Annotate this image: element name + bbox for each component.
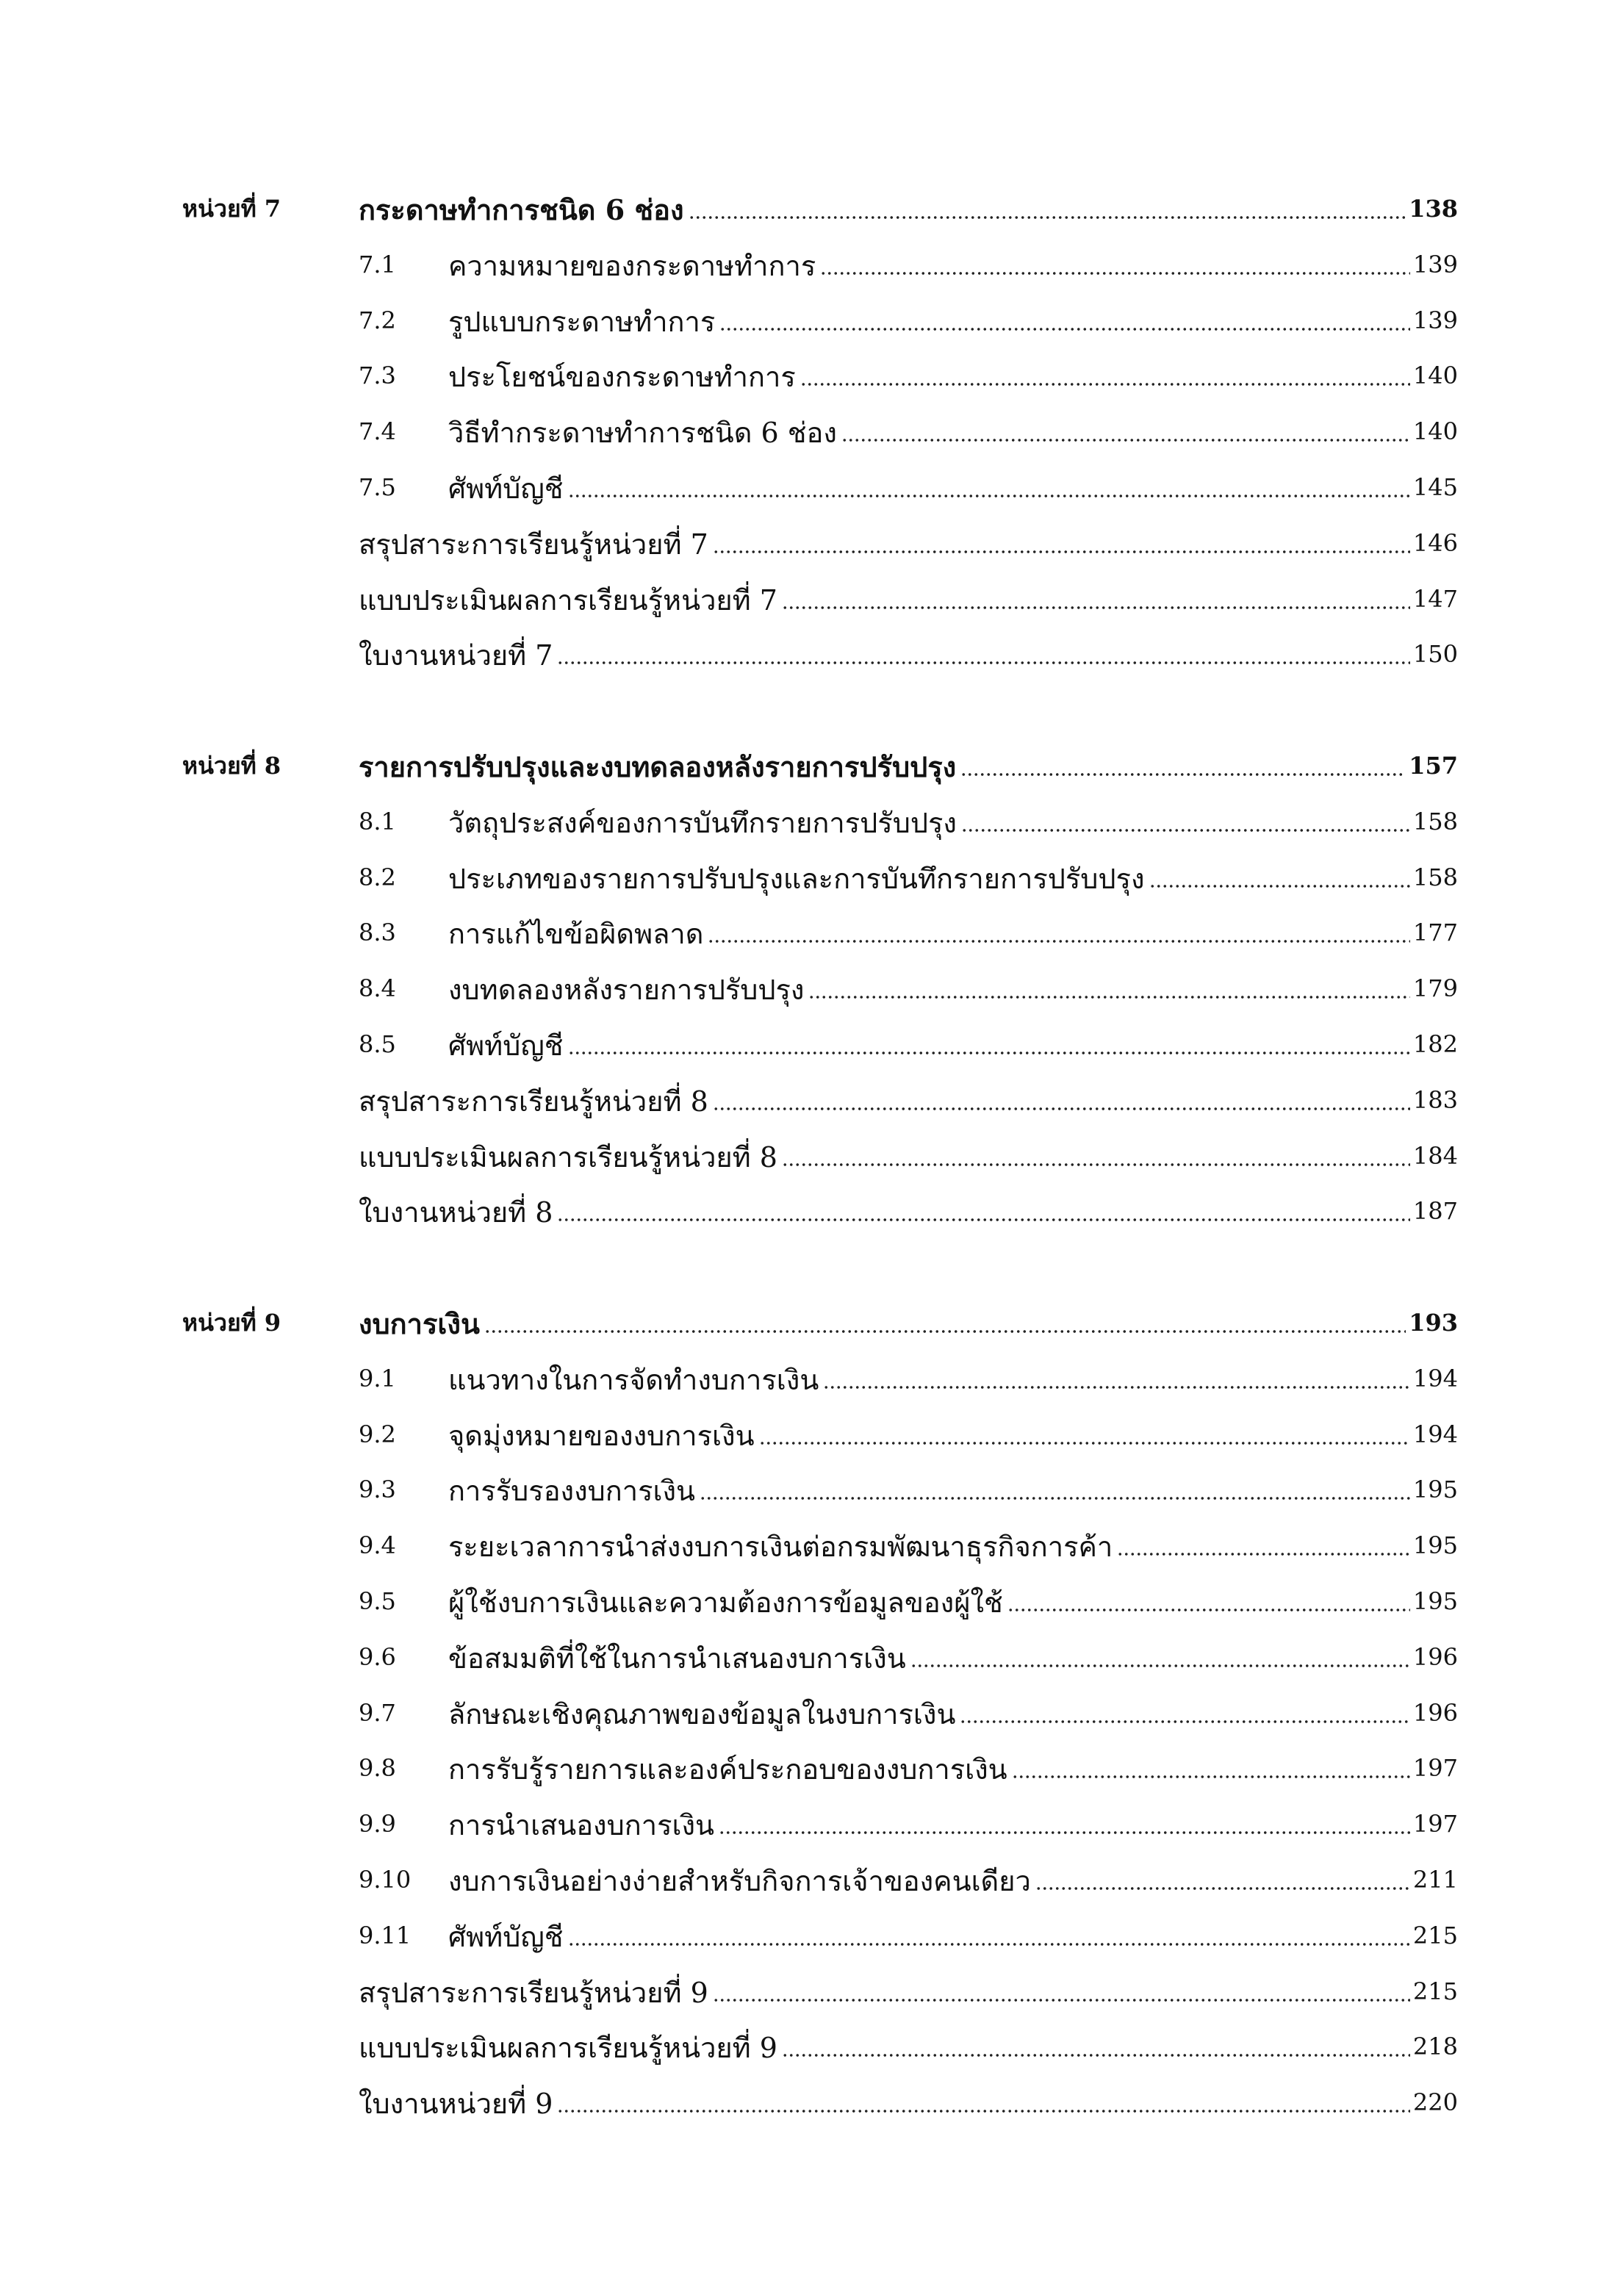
dot-leader bbox=[713, 1106, 1410, 1112]
dot-leader bbox=[960, 1719, 1410, 1725]
page-number: 211 bbox=[1412, 1866, 1458, 1894]
dot-leader bbox=[782, 605, 1410, 611]
entry-title: ใบงานหน่วยที่ 9 bbox=[359, 2088, 553, 2121]
toc-extra-entry[interactable] bbox=[359, 2010, 1458, 2066]
dot-leader bbox=[719, 326, 1410, 332]
section-number: 9.6 bbox=[359, 1642, 396, 1671]
dot-leader bbox=[713, 549, 1410, 555]
dot-leader bbox=[759, 1440, 1410, 1446]
dot-leader bbox=[841, 437, 1410, 443]
page-number: 193 bbox=[1409, 1309, 1458, 1337]
toc-section-entry[interactable] bbox=[359, 1732, 1458, 1787]
toc-section-entry[interactable] bbox=[359, 1343, 1458, 1398]
section-title: ความหมายของกระดาษทำการ bbox=[448, 249, 816, 282]
section-number: 9.5 bbox=[359, 1587, 396, 1615]
entry-title: แบบประเมินผลการเรียนรู้หน่วยที่ 8 bbox=[359, 1140, 777, 1174]
page-number: 147 bbox=[1412, 584, 1458, 613]
toc-section-entry[interactable] bbox=[359, 1621, 1458, 1676]
toc-section-entry[interactable] bbox=[359, 284, 1458, 339]
section-title: จุดมุ่งหมายของงบการเงิน bbox=[448, 1419, 755, 1452]
dot-leader bbox=[568, 1050, 1410, 1056]
section-number: 8.5 bbox=[359, 1030, 396, 1058]
toc-section-entry[interactable] bbox=[359, 896, 1458, 952]
toc-section-entry[interactable] bbox=[359, 786, 1458, 841]
toc-section-entry[interactable] bbox=[359, 1788, 1458, 1843]
page-number: 196 bbox=[1412, 1642, 1458, 1671]
entry-title: สรุปสาระการเรียนรู้หน่วยที่ 8 bbox=[359, 1085, 708, 1118]
section-title: ระยะเวลาการนำส่งงบการเงินต่อกรมพัฒนาธุรกิจการค้า bbox=[448, 1531, 1113, 1564]
toc-section-entry[interactable] bbox=[359, 952, 1458, 1007]
toc-section-entry[interactable] bbox=[359, 1844, 1458, 1899]
toc-extra-entry[interactable] bbox=[359, 618, 1458, 673]
dot-leader bbox=[782, 1162, 1410, 1168]
dot-leader bbox=[700, 1495, 1410, 1501]
section-number: 7.1 bbox=[359, 250, 396, 278]
page-number: 140 bbox=[1412, 362, 1458, 390]
page-number: 194 bbox=[1412, 1420, 1458, 1448]
dot-leader bbox=[820, 270, 1410, 276]
page-number: 177 bbox=[1412, 919, 1458, 947]
section-number: 8.3 bbox=[359, 919, 396, 947]
toc-unit-heading[interactable] bbox=[182, 730, 1458, 785]
dot-leader bbox=[1012, 1774, 1410, 1780]
section-number: 9.3 bbox=[359, 1476, 396, 1504]
page-number: 187 bbox=[1412, 1197, 1458, 1226]
toc-section-entry[interactable] bbox=[359, 1677, 1458, 1732]
section-number: 9.4 bbox=[359, 1531, 396, 1560]
dot-leader bbox=[568, 493, 1410, 499]
section-number: 8.2 bbox=[359, 863, 396, 891]
section-title: การนำเสนองบการเงิน bbox=[448, 1809, 715, 1842]
unit-label: หน่วยที่ 9 bbox=[182, 1309, 281, 1337]
section-title: ศัพท์บัญชี bbox=[448, 1029, 564, 1062]
entry-title: ใบงานหน่วยที่ 8 bbox=[359, 1196, 553, 1229]
dot-leader bbox=[961, 827, 1410, 833]
section-number: 9.8 bbox=[359, 1754, 396, 1783]
toc-extra-entry[interactable] bbox=[359, 2066, 1458, 2121]
dot-leader bbox=[910, 1663, 1410, 1669]
dot-leader bbox=[1035, 1886, 1410, 1891]
dot-leader bbox=[557, 1217, 1409, 1223]
section-title: วัตถุประสงค์ของการบันทึกรายการปรับปรุง bbox=[448, 806, 957, 839]
dot-leader bbox=[1007, 1607, 1410, 1613]
entry-title: ใบงานหน่วยที่ 7 bbox=[359, 639, 553, 672]
entry-title: สรุปสาระการเรียนรู้หน่วยที่ 7 bbox=[359, 528, 708, 561]
page-number: 146 bbox=[1412, 528, 1458, 557]
toc-section-entry[interactable] bbox=[359, 1453, 1458, 1509]
toc-extra-entry[interactable] bbox=[359, 1175, 1458, 1230]
page-number: 182 bbox=[1412, 1030, 1458, 1058]
page-number: 139 bbox=[1412, 306, 1458, 334]
dot-leader bbox=[689, 215, 1406, 220]
unit-title: งบการเงิน bbox=[359, 1307, 480, 1340]
toc-unit-heading[interactable] bbox=[182, 1287, 1458, 1342]
entry-title: แบบประเมินผลการเรียนรู้หน่วยที่ 9 bbox=[359, 2032, 777, 2065]
section-number: 9.11 bbox=[359, 1921, 412, 1949]
section-number: 9.1 bbox=[359, 1364, 396, 1392]
section-number: 9.7 bbox=[359, 1698, 396, 1727]
page-number: 183 bbox=[1412, 1085, 1458, 1114]
section-number: 8.1 bbox=[359, 807, 396, 835]
toc-section-entry[interactable] bbox=[359, 841, 1458, 896]
toc-extra-entry[interactable] bbox=[359, 1064, 1458, 1119]
toc-section-entry[interactable] bbox=[359, 1398, 1458, 1453]
page-number: 220 bbox=[1412, 2088, 1458, 2117]
dot-leader bbox=[484, 1329, 1406, 1334]
page-number: 138 bbox=[1409, 195, 1458, 223]
toc-extra-entry[interactable] bbox=[359, 507, 1458, 562]
toc-unit-heading[interactable] bbox=[182, 173, 1458, 228]
toc-section-entry[interactable] bbox=[359, 1900, 1458, 1955]
dot-leader bbox=[808, 994, 1409, 1000]
page-number: 195 bbox=[1412, 1476, 1458, 1504]
dot-leader bbox=[568, 1941, 1410, 1947]
section-title: การรับรองงบการเงิน bbox=[448, 1475, 696, 1508]
section-number: 9.10 bbox=[359, 1866, 412, 1894]
section-number: 9.9 bbox=[359, 1810, 396, 1839]
page-number: 197 bbox=[1412, 1810, 1458, 1839]
toc-section-entry[interactable] bbox=[359, 451, 1458, 506]
page-number: 196 bbox=[1412, 1698, 1458, 1727]
section-title: ประเภทของรายการปรับปรุงและการบันทึกรายการปรับปรุง bbox=[448, 862, 1145, 895]
toc-section-entry[interactable] bbox=[359, 339, 1458, 395]
section-number: 7.2 bbox=[359, 306, 396, 334]
section-title: การแก้ไขข้อผิดพลาด bbox=[448, 918, 704, 951]
page-number: 184 bbox=[1412, 1141, 1458, 1170]
page-number: 179 bbox=[1412, 974, 1458, 1003]
toc-extra-entry[interactable] bbox=[359, 1955, 1458, 2010]
page-number: 145 bbox=[1412, 473, 1458, 501]
page-number: 195 bbox=[1412, 1587, 1458, 1615]
section-number: 7.5 bbox=[359, 473, 396, 501]
unit-title: กระดาษทำการชนิด 6 ช่อง bbox=[359, 193, 684, 226]
entry-title: สรุปสาระการเรียนรู้หน่วยที่ 9 bbox=[359, 1976, 708, 2009]
dot-leader bbox=[800, 381, 1410, 387]
dot-leader bbox=[960, 772, 1406, 777]
dot-leader bbox=[1149, 883, 1410, 889]
page-number: 158 bbox=[1412, 807, 1458, 835]
page-number: 215 bbox=[1412, 1921, 1458, 1949]
section-number: 9.2 bbox=[359, 1420, 396, 1448]
section-title: ศัพท์บัญชี bbox=[448, 472, 564, 505]
page-number: 195 bbox=[1412, 1531, 1458, 1560]
section-title: งบทดลองหลังรายการปรับปรุง bbox=[448, 974, 805, 1007]
dot-leader bbox=[708, 938, 1409, 944]
page-number: 215 bbox=[1412, 1977, 1458, 2005]
section-number: 7.3 bbox=[359, 362, 396, 390]
page-number: 157 bbox=[1409, 752, 1458, 780]
page-number: 158 bbox=[1412, 863, 1458, 891]
section-title: ข้อสมมติที่ใช้ในการนำเสนองบการเงิน bbox=[448, 1642, 906, 1675]
toc-section-entry[interactable] bbox=[359, 1008, 1458, 1063]
dot-leader bbox=[719, 1830, 1410, 1836]
unit-title: รายการปรับปรุงและงบทดลองหลังรายการปรับปรุง bbox=[359, 750, 957, 783]
section-title: ศัพท์บัญชี bbox=[448, 1920, 564, 1953]
section-number: 7.4 bbox=[359, 417, 396, 446]
section-title: แนวทางในการจัดทำงบการเงิน bbox=[448, 1363, 819, 1396]
section-title: ผู้ใช้งบการเงินและความต้องการข้อมูลของผู้ใช้ bbox=[448, 1586, 1003, 1619]
section-title: ประโยชน์ของกระดาษทำการ bbox=[448, 361, 796, 394]
page-number: 197 bbox=[1412, 1754, 1458, 1783]
page-number: 140 bbox=[1412, 417, 1458, 446]
dot-leader bbox=[1117, 1551, 1410, 1557]
toc-section-entry[interactable] bbox=[359, 229, 1458, 284]
dot-leader bbox=[713, 1997, 1410, 2003]
section-title: ลักษณะเชิงคุณภาพของข้อมูลในงบการเงิน bbox=[448, 1697, 956, 1730]
dot-leader bbox=[782, 2052, 1410, 2058]
toc-section-entry[interactable] bbox=[359, 1509, 1458, 1564]
section-title: งบการเงินอย่างง่ายสำหรับกิจการเจ้าของคนเดียว bbox=[448, 1865, 1031, 1897]
toc-extra-entry[interactable] bbox=[359, 563, 1458, 618]
section-title: การรับรู้รายการและองค์ประกอบของงบการเงิน bbox=[448, 1753, 1007, 1786]
page-number: 150 bbox=[1412, 640, 1458, 669]
section-title: วิธีทำกระดาษทำการชนิด 6 ช่อง bbox=[448, 417, 837, 450]
section-title: รูปแบบกระดาษทำการ bbox=[448, 305, 716, 338]
toc-section-entry[interactable] bbox=[359, 1565, 1458, 1620]
dot-leader bbox=[557, 2108, 1409, 2114]
dot-leader bbox=[823, 1384, 1410, 1390]
entry-title: แบบประเมินผลการเรียนรู้หน่วยที่ 7 bbox=[359, 583, 777, 617]
unit-label: หน่วยที่ 8 bbox=[182, 752, 281, 780]
page-number: 139 bbox=[1412, 250, 1458, 278]
unit-label: หน่วยที่ 7 bbox=[182, 195, 281, 223]
toc-section-entry[interactable] bbox=[359, 395, 1458, 450]
page-number: 218 bbox=[1412, 2033, 1458, 2061]
section-number: 8.4 bbox=[359, 974, 396, 1003]
dot-leader bbox=[557, 660, 1409, 666]
toc-extra-entry[interactable] bbox=[359, 1120, 1458, 1175]
page-number: 194 bbox=[1412, 1364, 1458, 1392]
